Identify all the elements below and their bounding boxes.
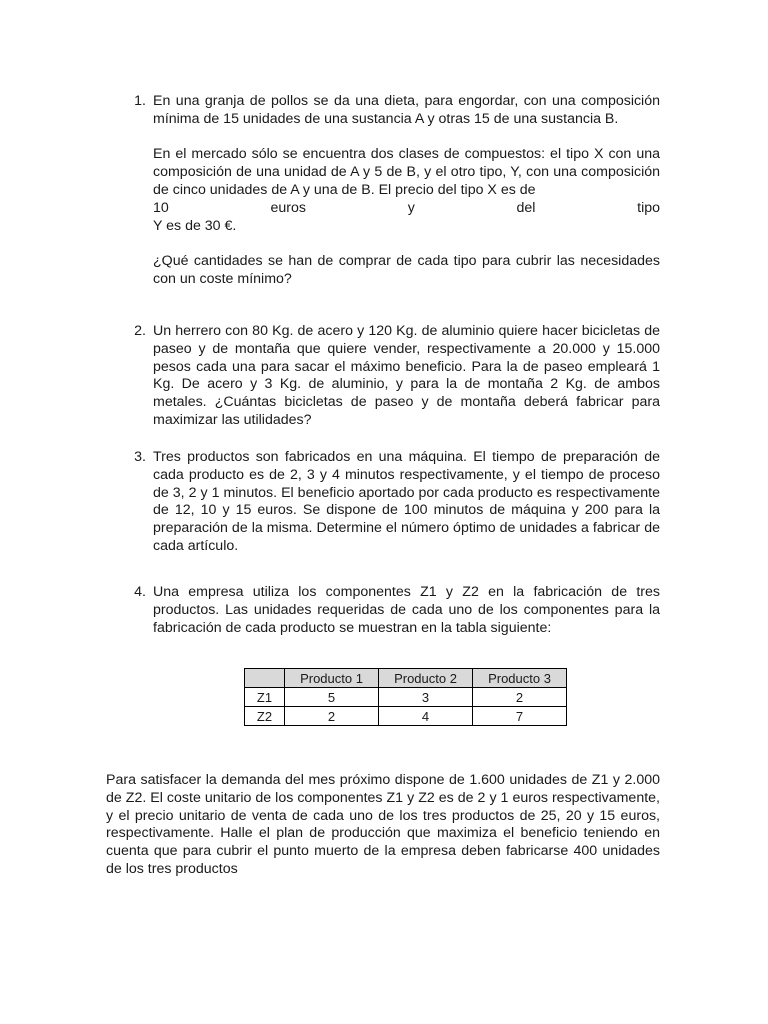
components-table xyxy=(244,668,567,726)
problem-text: En una granja de pollos se da una dieta, para engordar, con una composición mínima de 15 unidades de una sustancia A y otras 15 de una sustancia B. xyxy=(153,93,660,127)
problem-number: 4. xyxy=(134,584,146,600)
problem-4 xyxy=(124,584,660,637)
word: euros xyxy=(270,199,306,216)
problem-text: Una empresa utiliza los componentes Z1 y Z2 en la fabricación de tres productos. Las unidades requeridas de cada uno de los componentes para la fabricación de cada producto se muestran en la tabla siguiente: xyxy=(153,584,660,636)
problem-1 xyxy=(124,93,660,289)
paragraph-text: Para satisfacer la demanda del mes próximo dispone de 1.600 unidades de Z1 y 2.000 de Z2. El coste unitario de los componentes Z1 y Z2 es de 2 y 1 euros respectivamente, y el precio unitario de venta de cada uno de los tres productos de 25, 20 y 15 euros, respectivamente. Halle el plan de producción que maximiza el beneficio teniendo en cuenta que para cubrir el punto muerto de la empresa deben fabricarse 400 unidades de los tres productos xyxy=(106,772,660,877)
table-header-cell xyxy=(245,669,285,688)
word: 10 xyxy=(153,199,169,216)
table-cell: 5 xyxy=(285,688,379,707)
table-row xyxy=(245,707,567,726)
word: tipo xyxy=(637,199,660,216)
table-header-cell: Producto 1 xyxy=(285,669,379,688)
word: y xyxy=(407,199,415,216)
table-cell: Z2 xyxy=(245,707,285,726)
table-cell: 4 xyxy=(379,707,473,726)
problem-question: ¿Qué cantidades se han de comprar de cada tipo para cubrir las necesidades con un coste mínimo? xyxy=(153,253,660,287)
problem-number: 1. xyxy=(134,93,146,109)
problem-text: Un herrero con 80 Kg. de acero y 120 Kg. de aluminio quiere hacer bicicletas de paseo y de montaña que quiere vender, respectivamente a 20.000 y 15.000 pesos cada una para sacar el máximo beneficio. Para la de paseo empleará 1 Kg. De acero y 3 Kg. de aluminio, y para la de montaña 2 Kg. de ambos metales. ¿Cuántas bicicletas de paseo y de montaña deberá fabricar para maximizar las utilidades? xyxy=(153,323,660,428)
word: del xyxy=(516,199,536,216)
table-cell: 2 xyxy=(285,707,379,726)
problem-number: 3. xyxy=(134,449,146,465)
final-paragraph xyxy=(106,772,660,879)
table-header-cell: Producto 3 xyxy=(473,669,567,688)
problem-2 xyxy=(124,323,660,430)
problem-text: Y es de 30 €. xyxy=(153,217,237,234)
table-cell: Z1 xyxy=(245,688,285,707)
table-cell: 3 xyxy=(379,688,473,707)
table-cell: 7 xyxy=(473,707,567,726)
table-header-row xyxy=(245,669,567,688)
problem-text: En el mercado sólo se encuentra dos clases de compuestos: el tipo X con una composición de una unidad de A y 5 de B, y el otro tipo, Y, con una composición de cinco unidades de A y una de B. El precio del tipo X es de xyxy=(153,146,660,198)
table-header-cell: Producto 2 xyxy=(379,669,473,688)
problem-text: Tres productos son fabricados en una máquina. El tiempo de preparación de cada producto es de 2, 3 y 4 minutos respectivamente, y el tiempo de proceso de 3, 2 y 1 minutos. El beneficio aportado por cada producto es respectivamente de 12, 10 y 15 euros. Se dispone de 100 minutos de máquina y 200 para la preparación de la misma. Determine el número óptimo de unidades a fabricar de cada artículo. xyxy=(153,449,660,554)
problem-3 xyxy=(124,449,660,556)
table-cell: 2 xyxy=(473,688,567,707)
table-row xyxy=(245,688,567,707)
justified-line xyxy=(153,200,660,218)
problem-number: 2. xyxy=(134,323,146,339)
